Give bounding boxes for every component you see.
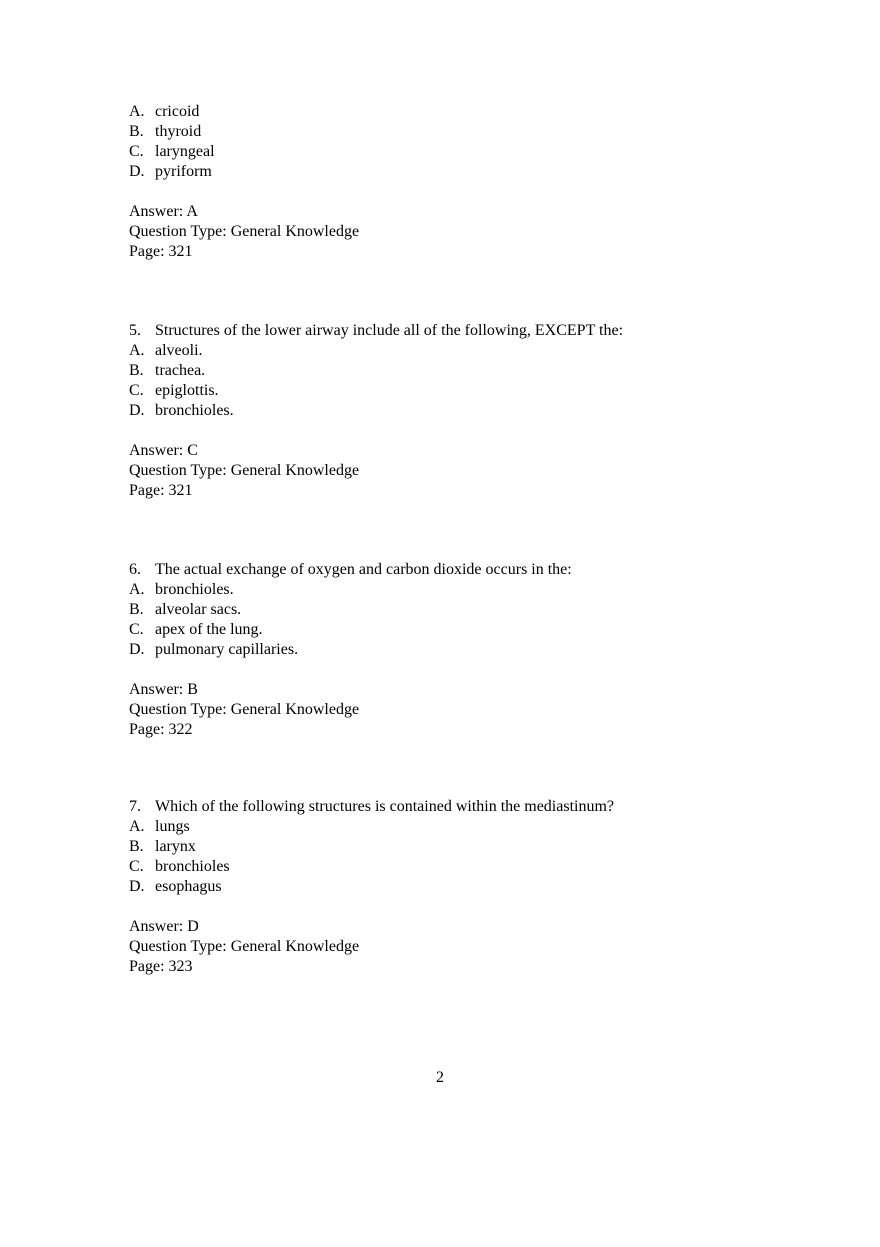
answer-line: Answer: C [129, 442, 198, 459]
option-text: pyriform [155, 163, 212, 180]
question-number: 6. [129, 561, 141, 578]
option-label: C. [129, 143, 144, 160]
option-text: alveoli. [155, 342, 203, 359]
page-reference-line: Page: 323 [129, 958, 193, 975]
option-text: trachea. [155, 362, 206, 379]
question-stem [129, 560, 572, 580]
question-type-line: Question Type: General Knowledge [129, 938, 360, 955]
question-block [129, 102, 359, 262]
option-label: B. [129, 838, 144, 855]
question-type-line: Question Type: General Knowledge [129, 701, 360, 718]
option-text: esophagus [155, 878, 222, 895]
option-c [129, 381, 623, 401]
option-a [129, 580, 572, 600]
option-label: C. [129, 621, 144, 638]
option-label: B. [129, 601, 144, 618]
option-label: D. [129, 402, 145, 419]
question-block [129, 321, 623, 501]
option-d [129, 640, 572, 660]
option-label: D. [129, 878, 145, 895]
question-type-line: Question Type: General Knowledge [129, 462, 360, 479]
option-a [129, 817, 614, 837]
page-number: 2 [436, 1069, 444, 1086]
option-c [129, 620, 572, 640]
option-text: pulmonary capillaries. [155, 641, 299, 658]
option-text: lungs [155, 818, 190, 835]
option-label: C. [129, 382, 144, 399]
option-d [129, 401, 623, 421]
answer-line: Answer: A [129, 203, 198, 220]
option-b [129, 837, 614, 857]
option-text: thyroid [155, 123, 202, 140]
question-type-line: Question Type: General Knowledge [129, 223, 360, 240]
option-text: larynx [155, 838, 196, 855]
page-reference-line: Page: 322 [129, 721, 193, 738]
option-b [129, 122, 359, 142]
option-label: A. [129, 818, 145, 835]
question-text: The actual exchange of oxygen and carbon dioxide occurs in the: [155, 561, 572, 578]
question-stem [129, 797, 614, 817]
option-label: C. [129, 858, 144, 875]
option-text: bronchioles [155, 858, 230, 875]
option-d [129, 877, 614, 897]
answer-line: Answer: B [129, 681, 198, 698]
question-block [129, 560, 572, 740]
option-label: D. [129, 641, 145, 658]
page-reference-line: Page: 321 [129, 243, 193, 260]
option-c [129, 857, 614, 877]
option-a [129, 341, 623, 361]
option-d [129, 162, 359, 182]
option-c [129, 142, 359, 162]
answer-line: Answer: D [129, 918, 199, 935]
option-label: A. [129, 581, 145, 598]
option-a [129, 102, 359, 122]
option-label: D. [129, 163, 145, 180]
page-reference-line: Page: 321 [129, 482, 193, 499]
question-text: Which of the following structures is contained within the mediastinum? [155, 798, 615, 815]
question-stem [129, 321, 623, 341]
question-number: 7. [129, 798, 141, 815]
option-label: B. [129, 123, 144, 140]
option-text: apex of the lung. [155, 621, 263, 638]
option-text: bronchioles. [155, 581, 234, 598]
option-text: alveolar sacs. [155, 601, 242, 618]
option-label: B. [129, 362, 144, 379]
question-block [129, 797, 614, 977]
option-text: bronchioles. [155, 402, 234, 419]
question-number: 5. [129, 322, 141, 339]
option-label: A. [129, 103, 145, 120]
option-text: laryngeal [155, 143, 215, 160]
option-label: A. [129, 342, 145, 359]
question-text: Structures of the lower airway include all of the following, EXCEPT the: [155, 322, 624, 339]
option-text: epiglottis. [155, 382, 219, 399]
option-b [129, 361, 623, 381]
option-b [129, 600, 572, 620]
option-text: cricoid [155, 103, 200, 120]
